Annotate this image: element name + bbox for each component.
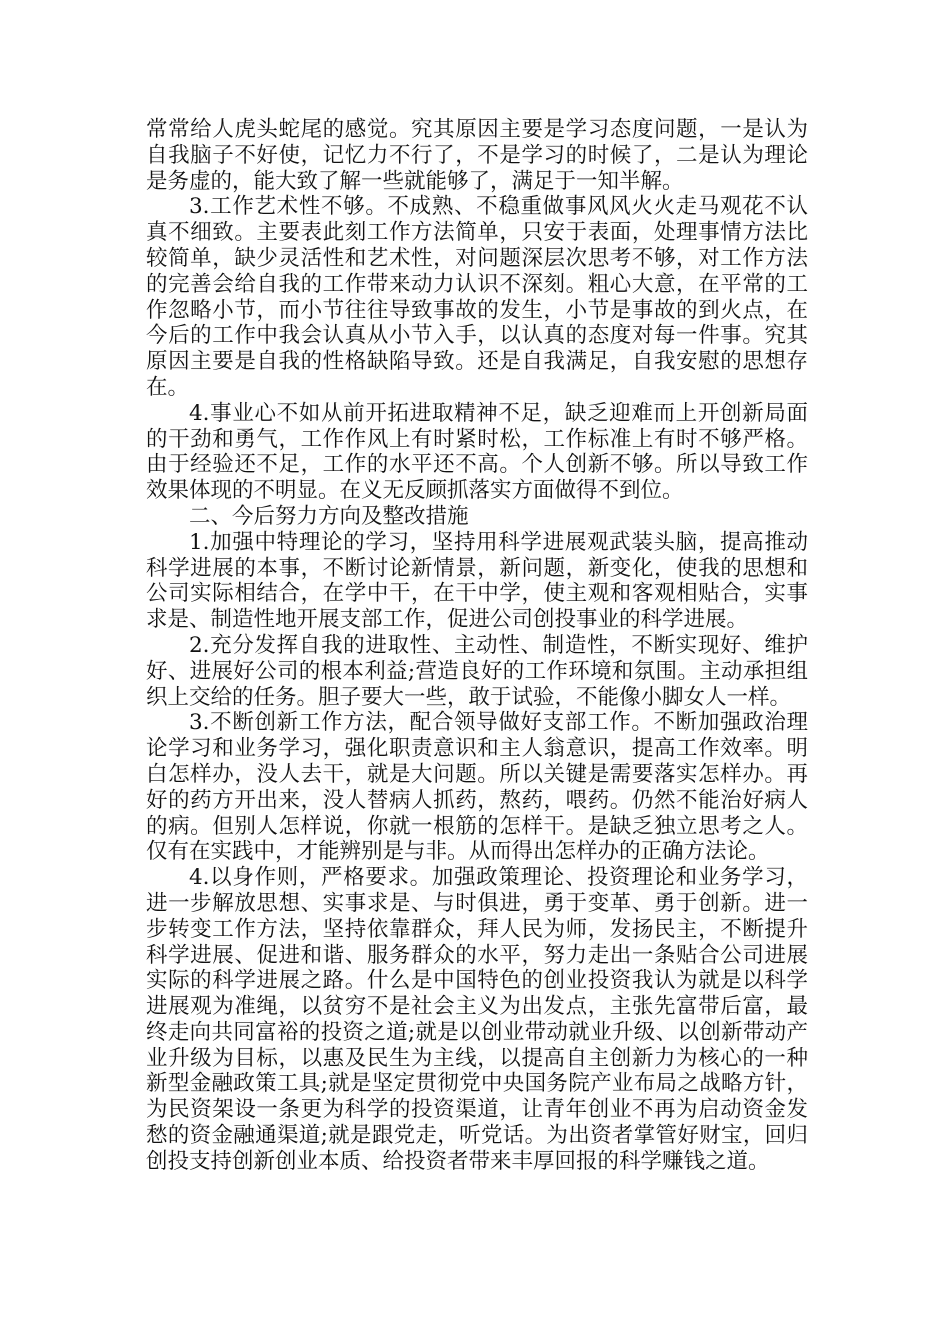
- section-heading: 二、今后努力方向及整改措施: [189, 503, 469, 529]
- paragraph-item-4: 4.事业心不如从前开拓进取精神不足，缺乏迎难而上开创新局面的干劲和勇气，工作作风上有时紧时松，工作标准上有时不够严格。由于经验还不足，工作的水平还不高。个人创新不够。所以导致工作效果体现的不明显。在义无反顾抓落实方面做得不到位。: [146, 400, 808, 504]
- measure-item-3: 3.不断创新工作方法，配合领导做好支部工作。不断加强政治理论学习和业务学习，强化职责意识和主人翁意识，提高工作效率。明白怎样办，没人去干，就是大问题。所以关键是需要落实怎样办。再好的药方开出来，没人替病人抓药，熬药，喂药。仍然不能治好病人的病。但别人怎样说，你就一根筋的怎样干。是缺乏独立思考之人。仅有在实践中，才能辨别是与非。从而得出怎样办的正确方法论。: [146, 710, 808, 865]
- paragraph-item-3: 3.工作艺术性不够。不成熟、不稳重做事风风火火走马观花不认真不细致。主要表此刻工作方法简单，只安于表面，处理事情方法比较简单，缺少灵活性和艺术性，对问题深层次思考不够，对工作方法的完善会给自我的工作带来动力认识不深刻。粗心大意，在平常的工作忽略小节，而小节往往导致事故的发生，小节是事故的到火点，在今后的工作中我会认真从小节入手，以认真的态度对每一件事。究其原因主要是自我的性格缺陷导致。还是自我满足，自我安慰的思想存在。: [146, 194, 808, 400]
- document-body: [146, 117, 808, 1175]
- measure-item-2: 2.充分发挥自我的进取性、主动性、制造性，不断实现好、维护好、进展好公司的根本利益;营造良好的工作环境和氛围。主动承担组织上交给的任务。胆子要大一些，敢于试验，不能像小脚女人一样。: [146, 632, 808, 710]
- measure-item-1: 1.加强中特理论的学习，坚持用科学进展观武装头脑，提高推动科学进展的本事，不断讨论新情景，新问题，新变化，使我的思想和公司实际相结合，在学中干，在干中学，使主观和客观相贴合，实事求是、制造性地开展支部工作，促进公司创投事业的科学进展。: [146, 529, 808, 633]
- measure-item-4: 4.以身作则，严格要求。加强政策理论、投资理论和业务学习，进一步解放思想、实事求是、与时俱进，勇于变革、勇于创新。进一步转变工作方法，坚持依靠群众，拜人民为师，发扬民主，不断提升科学进展、促进和谐、服务群众的水平，努力走出一条贴合公司进展实际的科学进展之路。什么是中国特色的创业投资我认为就是以科学进展观为准绳，以贫穷不是社会主义为出发点，主张先富带后富，最终走向共同富裕的投资之道;就是以创业带动就业升级、以创新带动产业升级为目标，以惠及民生为主线，以提高自主创新力为核心的一种新型金融政策工具;就是坚定贯彻党中央国务院产业布局之战略方针，为民资架设一条更为科学的投资渠道，让青年创业不再为启动资金发愁的资金融通渠道;就是跟党走，听党话。为出资者掌管好财宝，回归创投支持创新创业本质、给投资者带来丰厚回报的科学赚钱之道。: [146, 865, 808, 1174]
- paragraph-continuation: 常常给人虎头蛇尾的感觉。究其原因主要是学习态度问题，一是认为自我脑子不好使，记忆力不行了，不是学习的时候了，二是认为理论是务虚的，能大致了解一些就能够了，满足于一知半解。: [146, 117, 808, 194]
